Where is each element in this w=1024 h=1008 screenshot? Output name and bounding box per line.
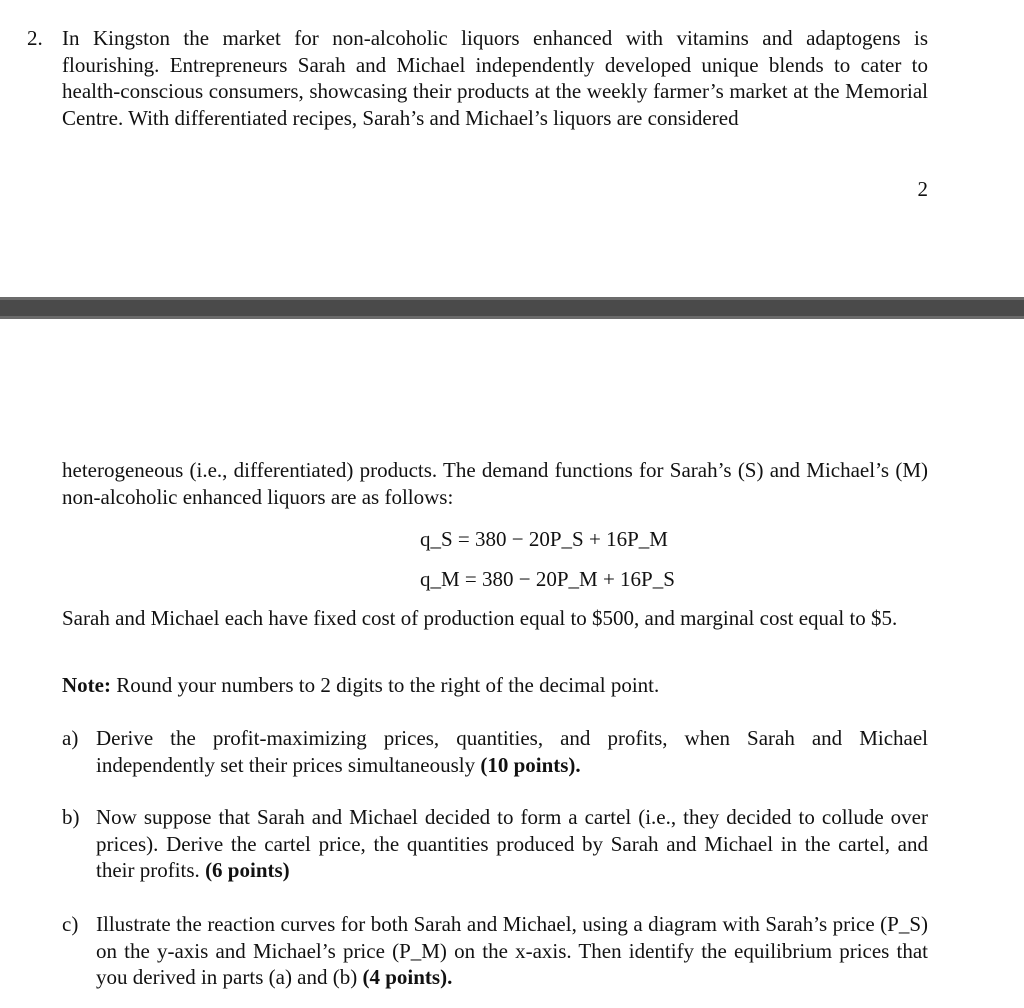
part-b-body: Now suppose that Sarah and Michael decided to form a cartel (i.e., they decided to collude over prices). Derive the cartel price, the quantities produced by Sarah and Michael in the cartel, and their profits. [96, 805, 928, 882]
part-c-label: c) [62, 912, 79, 936]
part-c-body: Illustrate the reaction curves for both Sarah and Michael, using a diagram with Sarah’s price (P_S) on the y-axis and Michael’s price (P_M) on the x-axis. Then identify the equilibrium prices that you derived in parts (a) and (b) [96, 912, 928, 989]
part-a-label: a) [62, 726, 79, 750]
question-intro-part1: In Kingston the market for non-alcoholic liquors enhanced with vitamins and adaptogens is flourishing. Entrepreneurs Sarah and Michael independently developed unique blends to cater to health-conscious consumers, showcasing their products at the weekly farmer’s market at the Memorial Centre. With differentiated recipes, Sarah’s and Michael’s liquors are considered [62, 26, 928, 130]
part-a [62, 725, 928, 778]
part-c-points: (4 points). [362, 965, 453, 989]
demand-equation-michael: q_M = 380 − 20P_M + 16P_S [420, 567, 675, 591]
part-b-points: (6 points) [205, 858, 290, 882]
question-number: 2. [27, 26, 43, 50]
part-a-points: (10 points). [480, 752, 581, 777]
cost-statement: Sarah and Michael each have fixed cost of production equal to $500, and marginal cost equal to $5. [62, 606, 898, 630]
part-b-label: b) [62, 805, 80, 829]
part-a-body: Derive the profit-maximizing prices, quantities, and profits, when Sarah and Michael independently set their prices simultaneously [96, 726, 928, 777]
rounding-note [62, 672, 928, 699]
page-number: 2 [917, 177, 928, 201]
note-text: Round your numbers to 2 digits to the right of the decimal point. [116, 673, 660, 697]
part-c-text [96, 911, 928, 991]
question-intro-part2: heterogeneous (i.e., differentiated) products. The demand functions for Sarah’s (S) and Michael’s (M) non-alcoholic enhanced liquors are as follows: [62, 458, 928, 509]
note-label: Note: [62, 673, 111, 697]
part-c [62, 911, 928, 991]
part-b-text [96, 804, 928, 884]
part-b [62, 804, 928, 884]
part-a-text [96, 725, 928, 778]
page-break-bar [0, 297, 1024, 319]
demand-equation-sarah: q_S = 380 − 20P_S + 16P_M [420, 527, 668, 551]
